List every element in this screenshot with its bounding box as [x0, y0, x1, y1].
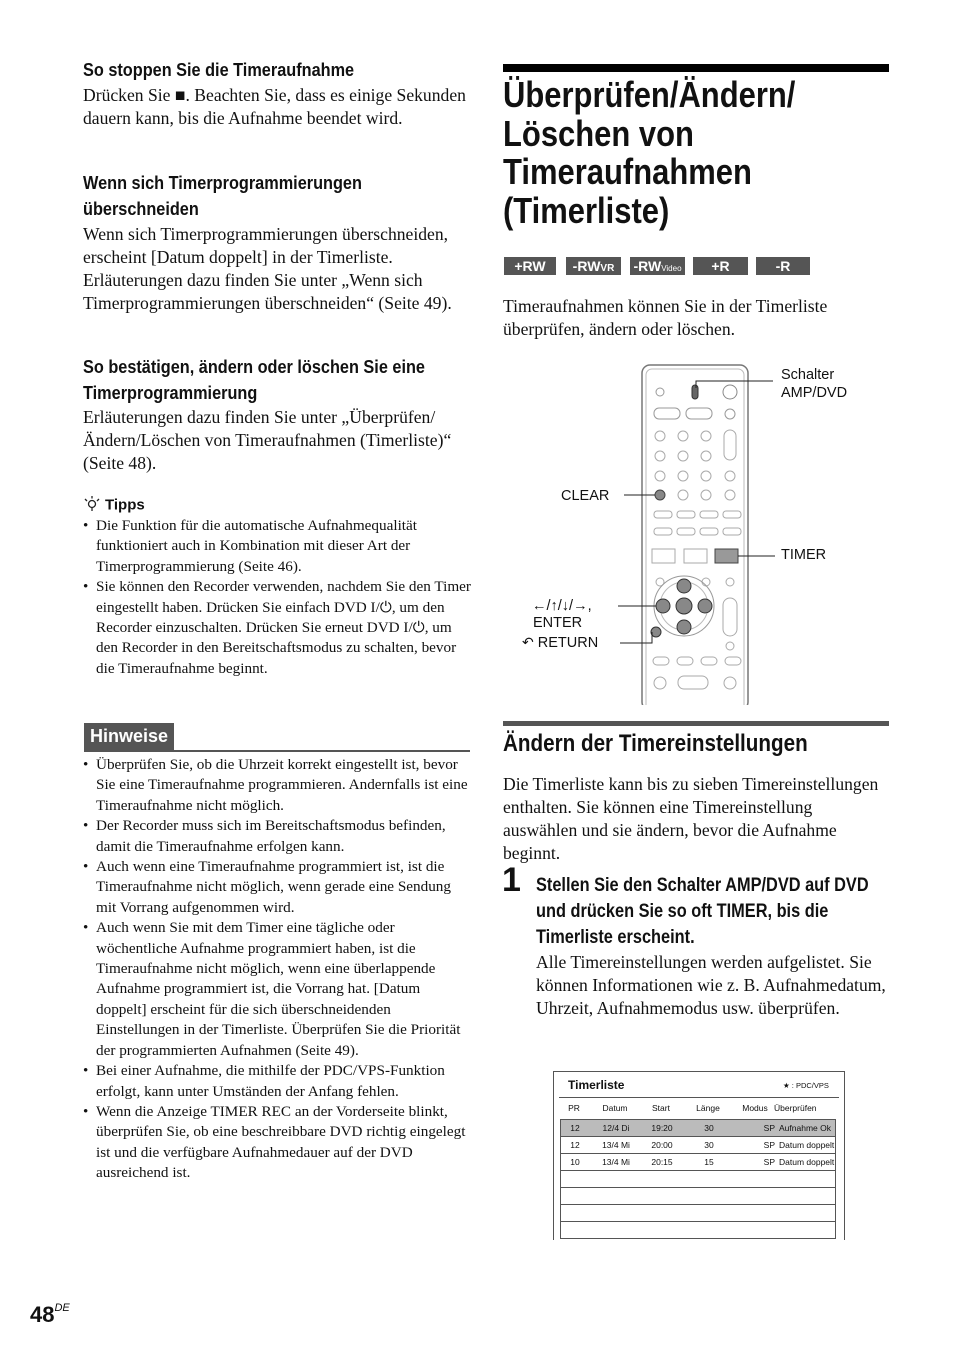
- list-item: • Wenn die Anzeige TIMER REC an der Vorderseite blinkt, überprüfen Sie, ob eine beschreibbare DVD richtig eingelegt ist und die verfügbare Aufnahmedauer auf der DVD ausreichend ist.: [83, 1102, 473, 1184]
- timerlist-legend: ★ : PDC/VPS: [783, 1081, 829, 1090]
- divider: [559, 1097, 839, 1098]
- disc-badge-minus-rw-vr: -RWVR: [566, 257, 621, 275]
- lightbulb-icon: [83, 495, 101, 515]
- label-enter: ENTER: [533, 615, 583, 631]
- table-row[interactable]: [561, 1205, 836, 1222]
- list-item: • Die Funktion für die automatische Aufnahmequalität funktioniert auch in Kombination mit dieser Art der Timerprogrammierung (Seite 46).: [83, 516, 471, 577]
- timerlist-title: Timerliste: [568, 1078, 625, 1092]
- label-return: ↶ RETURN: [522, 634, 599, 651]
- tips-list: [83, 516, 471, 679]
- list-item: • Auch wenn Sie mit dem Timer eine tägliche oder wöchentliche Aufnahme programmiert haben, ist die Timeraufnahme nicht möglich, wenn eine überlappende Aufnahme programmiert ist, die Vorrang hat. [Datum doppelt] erscheint für die sich überschneidenden Einstellungen in der Timerliste. Überprüfen Sie die Priorität der programmierten Aufnahmen (Seite 49).: [83, 918, 473, 1061]
- section-title: Ändern der Timereinstellungen: [503, 730, 808, 757]
- col-datum: Datum: [602, 1103, 628, 1113]
- return-icon: ↶: [522, 634, 534, 650]
- label-switch-1: Schalter: [781, 367, 835, 383]
- label-timer: TIMER: [781, 547, 827, 563]
- table-row[interactable]: [561, 1171, 836, 1188]
- col-ueberpruefen: Überprüfen: [774, 1103, 817, 1113]
- intro-text: Timeraufnahmen können Sie in der Timerliste überprüfen, ändern oder löschen.: [503, 296, 828, 339]
- text-stop-timer: Drücken Sie ■. Beachten Sie, dass es einige Sekunden dauern kann, bis die Aufnahme beendet wird.: [83, 85, 466, 128]
- col-pr: PR: [568, 1103, 580, 1113]
- page-title: [503, 76, 843, 230]
- step-title: Stellen Sie den Schalter AMP/DVD auf DVD und drücken Sie so oft TIMER, bis die Timerliste erscheint.: [536, 875, 869, 948]
- list-item: • Überprüfen Sie, ob die Uhrzeit korrekt eingestellt ist, bevor Sie eine Timeraufnahme programmieren. Andernfalls ist eine Timeraufnahme nicht möglich.: [83, 755, 473, 816]
- disc-badge-plus-rw: +RW: [504, 257, 556, 275]
- label-arrows: ←/↑/↓/→,: [532, 598, 592, 614]
- step-number: 1: [502, 861, 521, 899]
- table-row[interactable]: 10 13/4 Mi 20:15 15 SP Datum doppelt: [561, 1154, 836, 1171]
- text-confirm: Erläuterungen dazu finden Sie unter „Überprüfen/ Ändern/Löschen von Timeraufnahmen (Timerliste)“ (Seite 48).: [83, 407, 452, 473]
- col-start: Start: [652, 1103, 670, 1113]
- heading-confirm-2: Timerprogrammierung: [83, 382, 258, 403]
- label-switch-2: AMP/DVD: [781, 385, 848, 401]
- heading-stop-timer: So stoppen Sie die Timeraufnahme: [83, 59, 355, 80]
- page-number: 48DE: [30, 1302, 70, 1327]
- notes-list: [83, 755, 473, 1184]
- heading-overlap-1: Wenn sich Timerprogrammierungen: [83, 172, 362, 193]
- list-item: • Bei einer Aufnahme, die mithilfe der PDC/VPS-Funktion erfolgt, kann unter Umständen der Anfang fehlen.: [83, 1061, 473, 1102]
- col-modus: Modus: [742, 1103, 768, 1113]
- list-item: • Sie können den Recorder verwenden, nachdem Sie den Timer eingestellt haben. Drücken Sie einfach DVD I/⏻, um den Recorder einzuschalten. Drücken Sie erneut DVD I/⏻, um den Recorder in den Bereitschaftsmodus zu schalten, bevor die Timeraufnahme beginnt.: [83, 577, 471, 679]
- text-overlap: Wenn sich Timerprogrammierungen überschneiden, erscheint [Datum doppelt] in der Timerliste. Erläuterungen dazu finden Sie unter „Wenn sich Timerprogrammierungen überschneiden“ (Seite 49).: [83, 224, 452, 313]
- table-row[interactable]: [561, 1188, 836, 1205]
- notes-rule: [84, 750, 470, 752]
- col-laenge: Länge: [696, 1103, 720, 1113]
- timerlist-header: [560, 1100, 836, 1116]
- disc-badge-minus-r: -R: [756, 257, 810, 275]
- disc-badge-minus-rw-video: -RWVideo: [630, 257, 685, 275]
- tips-header: [83, 495, 145, 515]
- heading-overlap-2: überschneiden: [83, 198, 199, 219]
- title-rule: [503, 64, 889, 72]
- table-row[interactable]: 12 13/4 Mi 20:00 30 SP Datum doppelt: [561, 1137, 836, 1154]
- heading-confirm-1: So bestätigen, ändern oder löschen Sie eine: [83, 356, 425, 377]
- title-line: Timeraufnahmen: [503, 151, 752, 192]
- title-line: Überprüfen/Ändern/: [503, 74, 796, 115]
- timerlist-table: [560, 1119, 836, 1239]
- section-text: Die Timerliste kann bis zu sieben Timereinstellungen enthalten. Sie können eine Timereinstellung auswählen und sie ändern, bevor die Aufnahme beginnt.: [503, 774, 879, 863]
- tips-label: Tipps: [105, 496, 145, 514]
- list-item: • Der Recorder muss sich im Bereitschaftsmodus befinden, damit die Timeraufnahme erfolgen kann.: [83, 816, 473, 857]
- section-rule: [503, 721, 889, 726]
- list-item: • Auch wenn eine Timeraufnahme programmiert ist, ist die Timeraufnahme nicht möglich, wenn gerade eine Sendung mit Vorrang aufgenommen wird.: [83, 857, 473, 918]
- table-row[interactable]: [561, 1222, 836, 1239]
- timerlist-screen: [553, 1071, 845, 1240]
- remote-illustration: [520, 360, 880, 705]
- title-line: (Timerliste): [503, 189, 670, 231]
- notes-label: Hinweise: [84, 723, 174, 750]
- disc-badge-plus-r: +R: [693, 257, 748, 275]
- label-clear: CLEAR: [561, 488, 610, 504]
- table-row[interactable]: 12 12/4 Di 19:20 30 SP Aufnahme Ok: [561, 1120, 836, 1137]
- step-text: Alle Timereinstellungen werden aufgelistet. Sie können Informationen wie z. B. Aufnahmedatum, Uhrzeit, Aufnahmemodus usw. überprüfen.: [536, 952, 886, 1018]
- title-line: Löschen von: [503, 112, 694, 154]
